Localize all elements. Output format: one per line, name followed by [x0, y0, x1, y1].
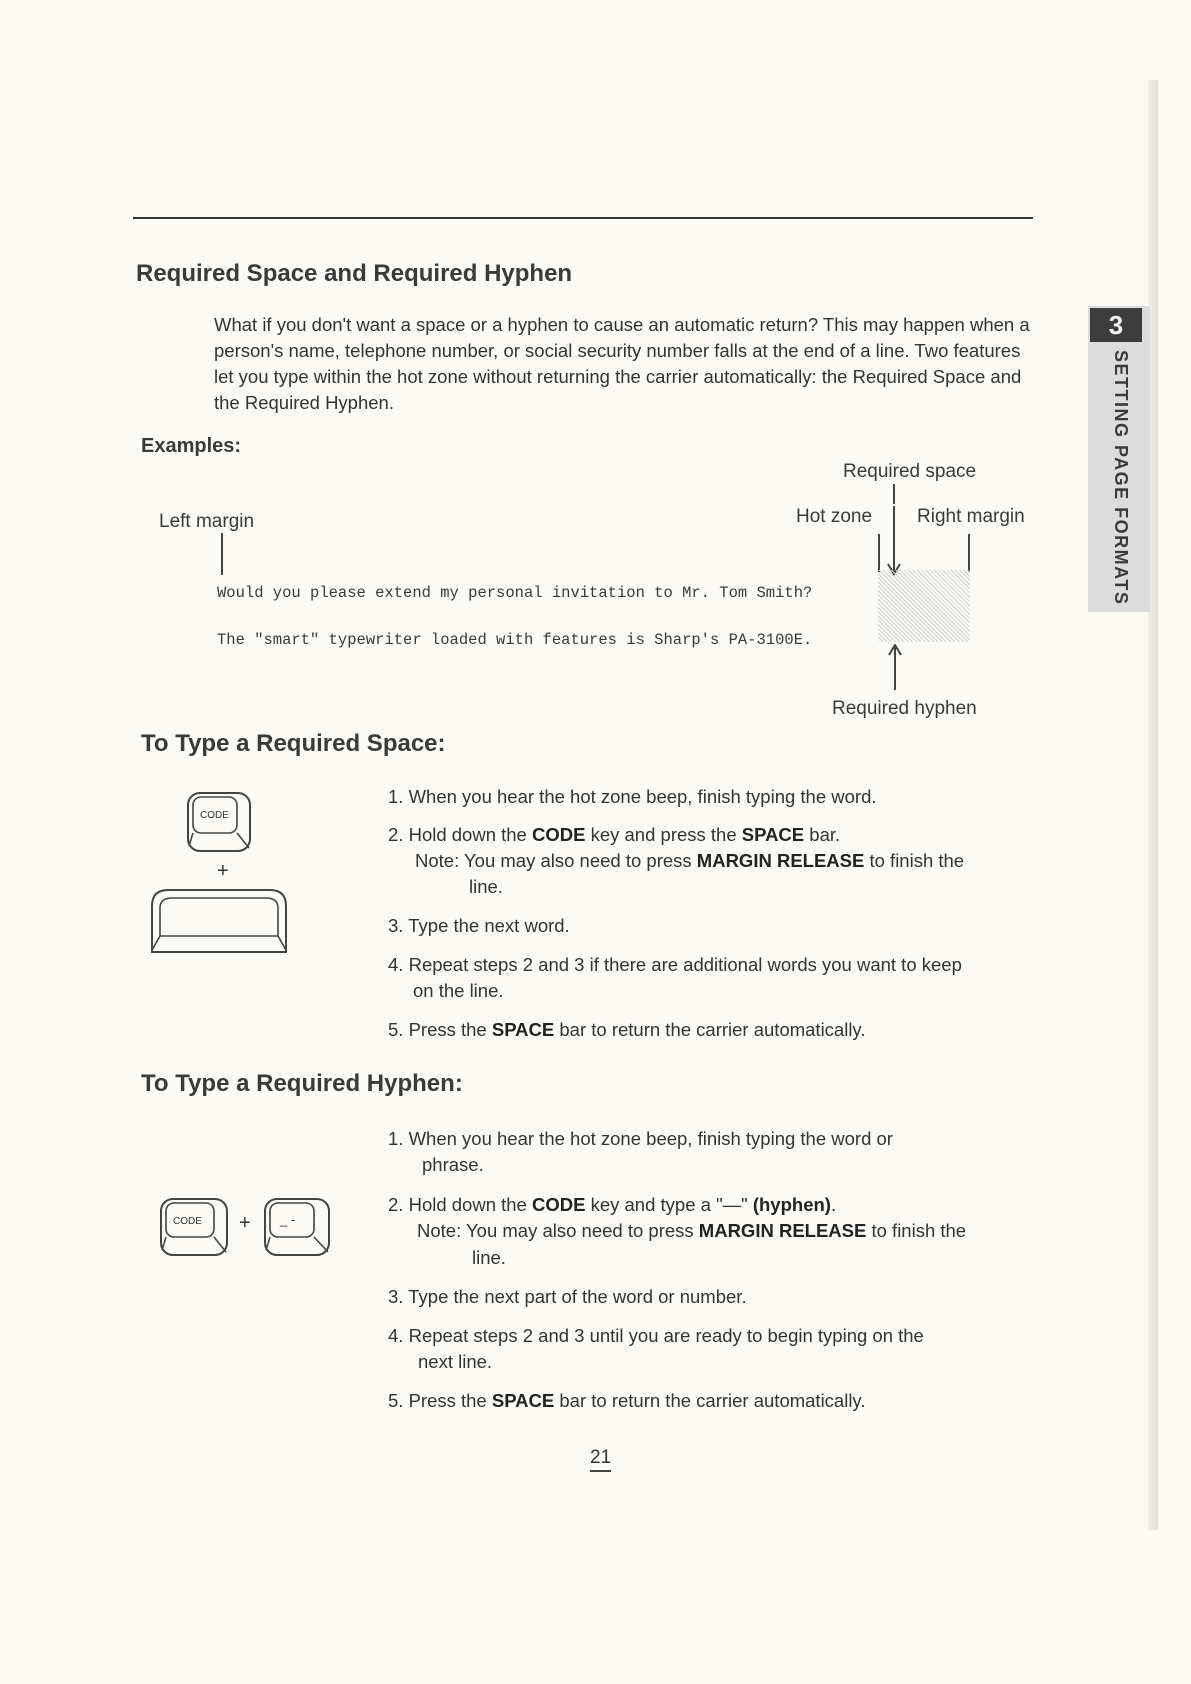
required-hyphen-arrow — [886, 644, 904, 690]
chapter-number: 3 — [1090, 308, 1142, 342]
space-step-2-note: Note: You may also need to press MARGIN RELEASE to finish the — [415, 850, 965, 871]
required-hyphen-heading: To Type a Required Hyphen: — [141, 1070, 463, 1097]
hot-zone-label: Hot zone — [796, 506, 873, 527]
hyphen-step-2: 2. Hold down the CODE key and type a "—" (hyphen). — [388, 1194, 837, 1215]
intro-paragraph: What if you don't want a space or a hyphen to cause an automatic return? This may happen when a person's name, telephone number, or social security number falls at the end of a line. Two features let you type within the hot zone without returning the carrier automatically: the Required Space and the Required Hyphen. — [214, 314, 1030, 413]
required-space-pointer — [893, 484, 895, 504]
header-rule — [133, 217, 1033, 219]
plus-sign-2: + — [239, 1212, 251, 1234]
required-hyphen-label: Required hyphen — [832, 698, 977, 719]
space-step-4-cont: on the line. — [413, 980, 504, 1001]
page-edge-shadow — [1148, 80, 1158, 1530]
hyphen-step-4: 4. Repeat steps 2 and 3 until you are ready to begin typing on the — [388, 1325, 924, 1346]
space-step-5: 5. Press the SPACE bar to return the carrier automatically. — [388, 1019, 866, 1040]
required-space-heading: To Type a Required Space: — [141, 730, 446, 757]
hot-zone-shading — [878, 570, 970, 642]
code-key-icon-2 — [158, 1196, 236, 1260]
right-margin-label: Right margin — [917, 506, 1025, 527]
hyphen-step-2-note: Note: You may also need to press MARGIN RELEASE to finish the — [417, 1220, 967, 1241]
hyphen-step-1-cont: phrase. — [422, 1154, 484, 1175]
hyphen-step-4-cont: next line. — [418, 1351, 493, 1372]
code-key-icon — [180, 790, 260, 856]
left-margin-label: Left margin — [159, 511, 255, 532]
chapter-title: SETTING PAGE FORMATS — [1111, 350, 1131, 606]
hyphen-step-2-note-cont: line. — [472, 1247, 506, 1268]
plus-sign: + — [217, 860, 229, 882]
section-title: Required Space and Required Hyphen — [136, 260, 573, 287]
example-line-1: Would you please extend my personal invitation to Mr. Tom Smith? — [217, 584, 813, 602]
hyphen-key-icon — [262, 1196, 336, 1260]
code-key-label-2: CODE — [173, 1216, 202, 1227]
hyphen-key-label: _ - — [280, 1212, 296, 1227]
hyphen-step-3: 3. Type the next part of the word or number. — [388, 1286, 747, 1307]
code-key-label: CODE — [200, 810, 229, 821]
examples-heading: Examples: — [141, 435, 242, 457]
space-step-4: 4. Repeat steps 2 and 3 if there are additional words you want to keep — [388, 954, 962, 975]
space-step-3: 3. Type the next word. — [388, 915, 570, 936]
page-number: 21 — [590, 1447, 611, 1472]
left-margin-marker — [221, 533, 223, 575]
hyphen-step-5: 5. Press the SPACE bar to return the carrier automatically. — [388, 1390, 866, 1411]
space-step-2-note-cont: line. — [469, 876, 503, 897]
example-line-2: The "smart" typewriter loaded with features is Sharp's PA-3100E. — [217, 631, 813, 649]
required-space-label: Required space — [843, 461, 977, 482]
hot-zone-marker — [878, 534, 880, 572]
space-step-1: 1. When you hear the hot zone beep, finish typing the word. — [388, 786, 877, 807]
hyphen-step-1: 1. When you hear the hot zone beep, finish typing the word or — [388, 1128, 893, 1149]
space-bar-key-icon — [146, 886, 292, 956]
required-space-arrow — [885, 506, 903, 576]
right-margin-marker — [968, 534, 970, 572]
space-step-2: 2. Hold down the CODE key and press the SPACE bar. — [388, 824, 841, 845]
